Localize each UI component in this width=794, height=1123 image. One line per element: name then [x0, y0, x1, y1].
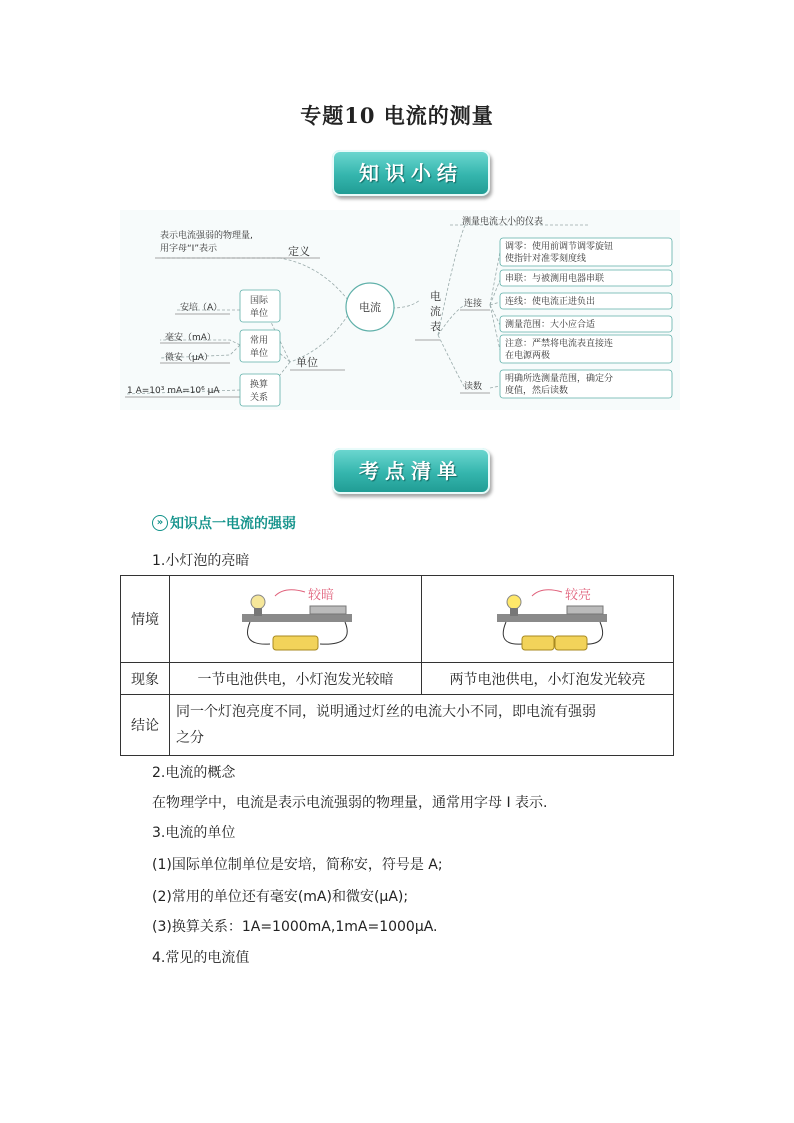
mm-def-label: 定义: [288, 245, 310, 258]
row-header-scene: 情境: [121, 576, 170, 663]
table-row: [121, 576, 674, 663]
conclusion-cell: [170, 695, 674, 756]
mm-microampere: 微安（μA）: [165, 353, 213, 363]
mm-meter-desc: 测量电流大小的仪表: [462, 217, 544, 227]
mm-meter-2: 流: [430, 305, 441, 318]
banner-checklist: 考点清单: [332, 448, 490, 494]
mm-conv-2: 关系: [250, 393, 269, 403]
mm-conv-1: 换算: [250, 380, 269, 390]
page-title: 专题10 电流的测量: [300, 103, 494, 128]
circuit-bright-image: [422, 576, 673, 658]
table-row: [121, 695, 674, 756]
mm-intl-2: 单位: [250, 309, 269, 319]
mm-center: 电流: [359, 301, 381, 314]
double-arrow-icon: »: [152, 515, 168, 531]
mm-def-text-1: 表示电流强弱的物理量,: [160, 231, 253, 241]
mm-common-2: 单位: [250, 349, 269, 359]
mm-zero-2: 使指针对准零刻度线: [505, 254, 587, 264]
banner-summary: 知识小结: [332, 150, 490, 196]
mm-series: 串联：与被测用电器串联: [505, 274, 605, 284]
section-3-heading: 3.电流的单位: [152, 825, 236, 841]
knowledge-point-heading: [152, 513, 296, 533]
circuit-dim-image: [170, 576, 421, 658]
phenomenon-right: 两节电池供电，小灯泡发光较亮: [422, 663, 674, 695]
section-2-heading: 2.电流的概念: [152, 765, 236, 781]
unit-line-1: (1)国际单位制单位是安培，简称安，符号是 A;: [152, 857, 443, 873]
scene-bright-cell: [422, 576, 674, 663]
mm-intl-1: 国际: [250, 296, 269, 306]
mm-caution-1: 注意：严禁将电流表直接连: [505, 339, 614, 349]
mind-map: [120, 210, 680, 410]
mm-connect-label: 连接: [464, 299, 483, 309]
mm-ampere: 安培（A）: [180, 303, 223, 313]
unit-line-2: (2)常用的单位还有毫安(mA)和微安(μA);: [152, 889, 409, 905]
phenomenon-left: 一节电池供电，小灯泡发光较暗: [170, 663, 422, 695]
mm-caution-2: 在电源两极: [505, 351, 551, 361]
mm-read-label: 读数: [464, 382, 483, 392]
unit-line-3: (3)换算关系：1A=1000mA,1mA=1000μA.: [152, 919, 438, 935]
concept-text: 在物理学中，电流是表示电流强弱的物理量，通常用字母 I 表示.: [152, 795, 548, 811]
section-1-heading: 1.小灯泡的亮暗: [152, 553, 250, 569]
conclusion-line-2: 之分: [176, 730, 204, 746]
mm-common-1: 常用: [250, 336, 269, 346]
mm-milliampere: 毫安（mA）: [165, 333, 216, 343]
row-header-conclusion: 结论: [121, 695, 170, 756]
section-4-heading: 4.常见的电流值: [152, 950, 250, 966]
caption-dim: 较暗: [308, 588, 335, 603]
caption-bright: 较亮: [565, 588, 592, 603]
mm-zero-1: 调零：使用前调节调零旋钮: [505, 242, 614, 252]
comparison-table: [120, 575, 674, 756]
knowledge-point-text: 知识点一电流的强弱: [170, 516, 296, 532]
mm-unit-label: 单位: [296, 356, 318, 369]
row-header-phenomenon: 现象: [121, 663, 170, 695]
table-row: [121, 663, 674, 695]
mm-meter-3: 表: [430, 320, 441, 333]
mm-reading-1: 明确所选测量范围，确定分: [505, 374, 614, 384]
scene-dim-cell: [170, 576, 422, 663]
mm-meter-1: 电: [430, 290, 441, 303]
mm-range: 测量范围：大小应合适: [505, 320, 596, 330]
mm-reading-2: 度值，然后读数: [505, 386, 569, 396]
mm-conversion: 1 A=10³ mA=10⁶ μA: [127, 386, 220, 396]
mm-wiring: 连线：使电流正进负出: [505, 297, 596, 307]
mm-def-text-2: 用字母“I”表示: [160, 244, 217, 254]
conclusion-line-1: 同一个灯泡亮度不同，说明通过灯丝的电流大小不同，即电流有强弱: [176, 704, 596, 720]
